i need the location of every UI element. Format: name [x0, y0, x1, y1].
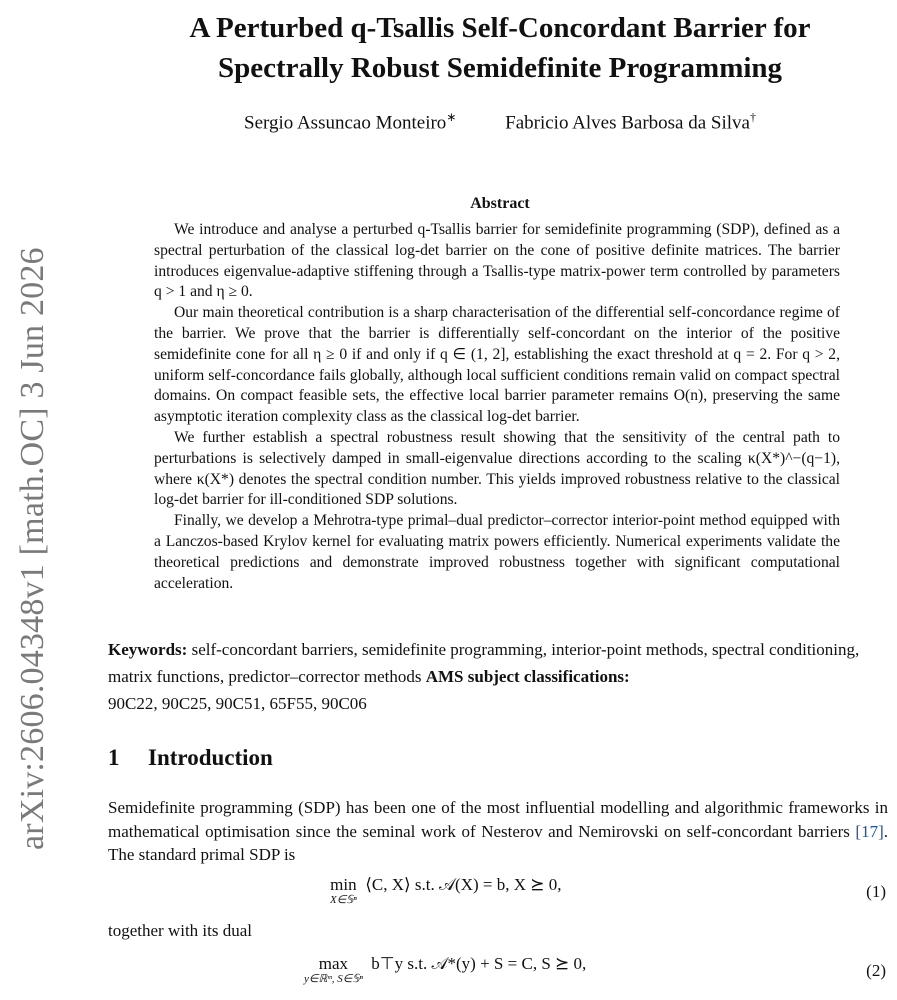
equation-1 [108, 876, 888, 916]
title-line-2: Spectrally Robust Semidefinite Programming [217, 52, 783, 84]
author-list [110, 110, 890, 134]
ams-label: AMS subject classifications: [425, 667, 630, 686]
section-number: 1 [108, 745, 120, 770]
abstract-paragraph: We further establish a spectral robustness result showing that the sensitivity of the central path to perturbations is selectively damped in small-eigenvalue directions according to the scaling κ(X*)^−(q−1), where κ(X*) denotes the spectral condition number. This yields improved robustness relative to the classical log-det barrier for ill-conditioned SDP solutions. [154, 428, 840, 509]
title-line-1: A Perturbed q-Tsallis Self-Concordant Barrier for [189, 12, 811, 44]
abstract-paragraph: Finally, we develop a Mehrotra-type primal–dual predictor–corrector interior-point method equipped with a Lanczos-based Krylov kernel for evaluating matrix powers efficiently. Numerical experiments validate the theoretical predictions and demonstrate improved robustness together with significant computational acceleration. [154, 512, 840, 592]
max-operator: max y∈ℝᵐ, S∈𝕊ⁿ [304, 954, 363, 985]
paper-title [110, 8, 890, 88]
citation-link[interactable]: [17] [855, 821, 884, 841]
keywords-block [108, 636, 888, 717]
author-footnote-mark: † [749, 110, 756, 124]
keywords-text: self-concordant barriers, semidefinite programming, interior-point methods, spectral conditioning, matrix functions, predictor–corrector methods [108, 640, 860, 686]
equation-expression: ⟨C, X⟩ s.t. 𝒜(X) = b, X ⪰ 0, [365, 875, 562, 894]
intro-paragraph [108, 796, 888, 867]
equation-body [304, 955, 586, 985]
equation-2 [108, 955, 888, 995]
keywords-label: Keywords: [108, 640, 188, 659]
operator-subscript: X∈𝕊ⁿ [330, 894, 357, 906]
operator-subscript: y∈ℝᵐ, S∈𝕊ⁿ [304, 973, 363, 985]
intro-text: Semidefinite programming (SDP) has been one of the most influential modelling and algorithmic frameworks in mathematical optimisation since the seminal work of Nesterov and Nemirovski on self-concordant barriers [108, 798, 888, 841]
arxiv-side-stamp: arXiv:2606.04348v1 [math.OC] 3 Jun 2026 [14, 247, 51, 850]
abstract-body [154, 220, 840, 594]
author-1 [244, 110, 456, 134]
equation-body [330, 876, 562, 906]
between-equations-text: together with its dual [108, 921, 253, 940]
abstract-heading: Abstract [470, 195, 530, 212]
equation-number: (1) [866, 882, 886, 901]
intro-text-end: . The standard primal SDP is [108, 821, 888, 864]
equation-expression: b⊤y s.t. 𝒜*(y) + S = C, S ⪰ 0, [371, 954, 587, 973]
author-name: Fabricio Alves Barbosa da Silva [505, 112, 750, 134]
author-footnote-mark: ∗ [446, 110, 457, 124]
equation-number: (2) [866, 961, 886, 980]
author-name: Sergio Assuncao Monteiro [244, 112, 447, 134]
abstract-paragraph: Our main theoretical contribution is a sharp characterisation of the differential self-concordance regime of the barrier. We prove that the barrier is differentially self-concordant on the interior of the positive semidefinite cone for all η ≥ 0 if and only if q ∈ (1, 2], establishing the exact threshold at q = 2. For q > 2, uniform self-concordance fails globally, although local sufficient conditions remain valid on compact spectral domains. On compact feasible sets, the effective local barrier parameter remains O(n), preserving the same asymptotic iteration complexity class as the classical log-det barrier. [154, 304, 840, 426]
abstract-paragraph: We introduce and analyse a perturbed q-Tsallis barrier for semidefinite programming (SDP), defined as a spectral perturbation of the classical log-det barrier on the cone of positive definite matrices. The barrier introduces eigenvalue-adaptive stiffening through a Tsallis-type matrix-power term controlled by parameters q > 1 and η ≥ 0. [154, 221, 840, 301]
section-title: Introduction [148, 745, 273, 770]
section-heading [108, 745, 273, 771]
min-operator: min X∈𝕊ⁿ [330, 875, 357, 906]
author-2 [505, 110, 756, 134]
ams-codes: 90C22, 90C25, 90C51, 65F55, 90C06 [108, 694, 367, 713]
